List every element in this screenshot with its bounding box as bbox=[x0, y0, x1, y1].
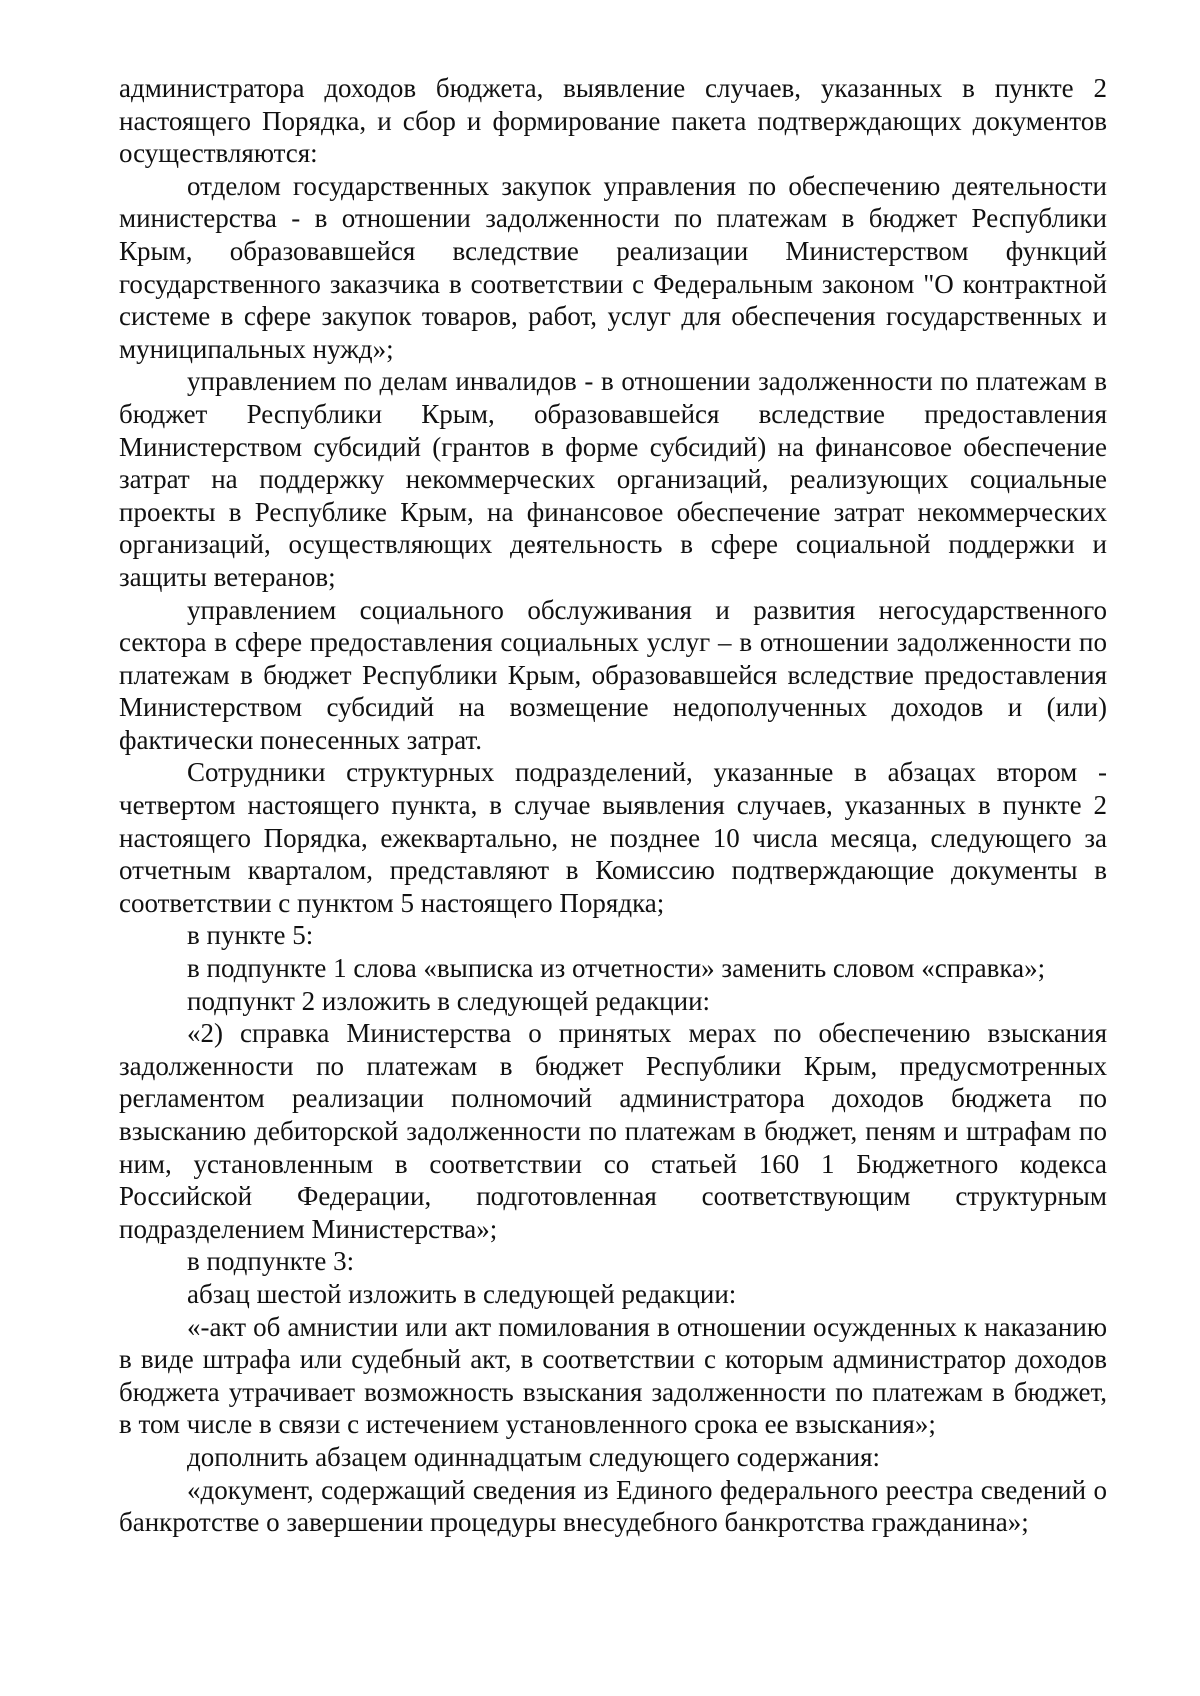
paragraph-14: «документ, содержащий сведения из Единого федерального реестра сведений о банкротстве о завершении процедуры внесудебного банкротства гражданина»; bbox=[119, 1474, 1107, 1538]
paragraph-3: управлением по делам инвалидов - в отношении задолженности по платежам в бюджет Республики Крым, образовавшейся вследствие предоставления Министерством субсидий (грантов в форме субсидий) на финансовое обеспечение затрат на поддержку некоммерческих организаций, реализующих социальные проекты в Республике Крым, на финансовое обеспечение затрат некоммерческих организаций, осуществляющих деятельность в сфере социальной поддержки и защиты ветеранов; bbox=[119, 366, 1107, 592]
paragraph-5: Сотрудники структурных подразделений, указанные в абзацах втором - четвертом настоящего пункта, в случае выявления случаев, указанных в пункте 2 настоящего Порядка, ежеквартально, не позднее 10 числа месяца, следующего за отчетным кварталом, представляют в Комиссию подтверждающие документы в соответствии с пунктом 5 настоящего Порядка; bbox=[119, 757, 1107, 918]
paragraph-12: «-акт об амнистии или акт помилования в отношении осужденных к наказанию в виде штрафа или судебный акт, в соответствии с которым администратор доходов бюджета утрачивает возможность взыскания задолженности по платежам в бюджет, в том числе в связи с истечением установленного срока ее взыскания»; bbox=[119, 1311, 1107, 1440]
paragraph-7: в подпункте 1 слова «выписка из отчетности» заменить словом «справка»; bbox=[187, 953, 1046, 984]
paragraph-8: подпункт 2 изложить в следующей редакции: bbox=[187, 985, 711, 1016]
paragraph-13: дополнить абзацем одиннадцатым следующего содержания: bbox=[187, 1441, 881, 1472]
paragraph-10: в подпункте 3: bbox=[187, 1246, 355, 1277]
paragraph-2: отделом государственных закупок управления по обеспечению деятельности министерства - в отношении задолженности по платежам в бюджет Республики Крым, образовавшейся вследствие реализации Министерством функций государственного заказчика в соответствии с Федеральным законом "О контрактной системе в сфере закупок товаров, работ, услуг для обеспечения государственных и муниципальных нужд»; bbox=[119, 170, 1107, 364]
paragraph-1: администратора доходов бюджета, выявление случаев, указанных в пункте 2 настоящего Порядка, и сбор и формирование пакета подтверждающих документов осуществляются: bbox=[119, 73, 1107, 169]
paragraph-4: управлением социального обслуживания и развития негосударственного сектора в сфере предоставления социальных услуг – в отношении задолженности по платежам в бюджет Республики Крым, образовавшейся вследствие предоставления Министерством субсидий на возмещение недополученных доходов и (или) фактически понесенных затрат. bbox=[119, 594, 1107, 755]
paragraph-11: абзац шестой изложить в следующей редакции: bbox=[187, 1278, 737, 1309]
document-body bbox=[119, 72, 1107, 1539]
paragraph-9: «2) справка Министерства о принятых мерах по обеспечению взыскания задолженности по платежам в бюджет Республики Крым, предусмотренных регламентом реализации полномочий администратора доходов бюджета по взысканию дебиторской задолженности по платежам в бюджет, пеням и штрафам по ним, установленным в соответствии со статьей 160 1 Бюджетного кодекса Российской Федерации, подготовленная соответствующим структурным подразделением Министерства»; bbox=[119, 1018, 1107, 1244]
paragraph-6: в пункте 5: bbox=[187, 920, 314, 951]
